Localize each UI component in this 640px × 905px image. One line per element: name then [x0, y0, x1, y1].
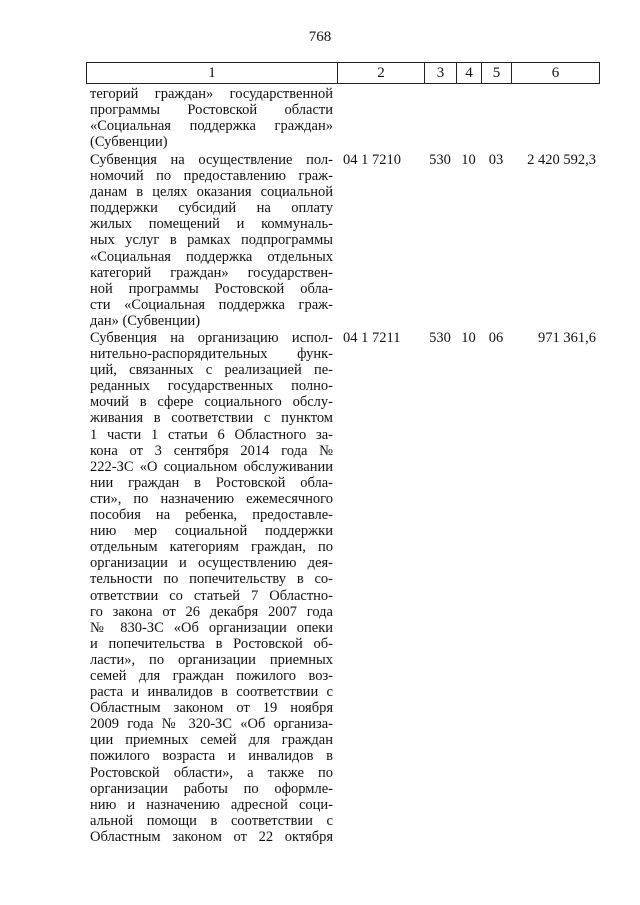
description-line: ответствии со статьей 7 Областно-: [90, 587, 333, 604]
description-line: ций, связанных с реализацией пе-: [90, 362, 333, 379]
description-line: жилых помещений и коммуналь-: [90, 216, 333, 233]
description-line: Областным законом от 19 ноября: [90, 700, 333, 717]
description-line: сти», по назначению ежемесячного: [90, 490, 333, 507]
description-line: альной помощи в соответствии с: [90, 812, 333, 829]
row-pr: 03: [488, 152, 504, 168]
description-line: пособия на ребенка, предоставле-: [90, 507, 333, 524]
description-line: ной программы Ростовской обла-: [90, 280, 333, 297]
row-sum: 971 361,6: [538, 330, 596, 346]
description-line: ных услуг в рамках подпрограммы: [90, 232, 333, 249]
description-line: отдельным категориям граждан, по: [90, 539, 333, 556]
description-line: программы Ростовской области: [90, 102, 333, 119]
row-sum: 2 420 592,3: [527, 152, 596, 168]
header-col-2: 2: [338, 63, 425, 83]
description-line: 222-ЗС «О социальном обслуживании: [90, 458, 333, 475]
description-line: Областным законом от 22 октября: [90, 828, 333, 845]
description-line: Субвенция на организацию испол-: [90, 330, 333, 346]
description-line: тегорий граждан» государственной: [90, 86, 333, 102]
description-line: (Субвенции): [90, 134, 168, 151]
description-line: «Социальная поддержка граждан»: [90, 118, 333, 135]
page-number: 768: [308, 29, 332, 45]
header-col-1: 1: [87, 63, 338, 83]
description-line: нию мер социальной поддержки: [90, 523, 333, 540]
description-line: кона от 3 сентября 2014 года №: [90, 442, 333, 459]
description-line: номочий по предоставлению граж-: [90, 168, 333, 185]
description-line: и попечительства в Ростовской об-: [90, 635, 333, 652]
description-line: раста и инвалидов в соответствии с: [90, 684, 333, 701]
row-description: [90, 330, 333, 845]
description-line: сти «Социальная поддержка граж-: [90, 296, 333, 313]
description-line: ции приемных семей для граждан: [90, 732, 333, 749]
row-description: [90, 86, 333, 150]
description-line: живания в соответствии с пунктом: [90, 410, 333, 427]
description-line: организации работы по оформле-: [90, 780, 333, 797]
description-line: данам в целях оказания социальной: [90, 184, 333, 201]
description-line: реданных государственных полно-: [90, 378, 333, 395]
description-line: дан» (Субвенции): [90, 312, 201, 329]
table-header-row: [86, 62, 600, 84]
row-description: [90, 152, 333, 329]
description-line: поддержки субсидий на оплату: [90, 200, 333, 217]
description-line: категорий граждан» государствен-: [90, 264, 333, 281]
row-pr: 06: [488, 330, 504, 346]
row-rz: 10: [461, 330, 476, 346]
description-line: 2009 года № 320-ЗС «Об организа-: [90, 716, 333, 733]
row-vr: 530: [429, 330, 451, 346]
description-line: мочий в сфере социального обслу-: [90, 394, 333, 411]
description-line: тельности по попечительству в со-: [90, 571, 333, 588]
description-line: нии граждан в Ростовской обла-: [90, 474, 333, 491]
description-line: нию и назначению адресной соци-: [90, 796, 333, 813]
description-line: пожилого возраста и инвалидов в: [90, 748, 333, 765]
description-line: организации и осуществлению дея-: [90, 555, 333, 572]
row-code: 04 1 7210: [343, 152, 401, 168]
description-line: нительно-распорядительных функ-: [90, 346, 333, 363]
description-line: 1 части 1 статьи 6 Областного за-: [90, 426, 333, 443]
description-line: семей для граждан пожилого воз-: [90, 667, 333, 684]
header-col-3: 3: [425, 63, 457, 83]
row-rz: 10: [461, 152, 476, 168]
description-line: Субвенция на осуществление пол-: [90, 152, 333, 168]
description-line: го закона от 26 декабря 2007 года: [90, 603, 333, 620]
description-line: ласти», по организации приемных: [90, 651, 333, 668]
description-line: Ростовской области», а также по: [90, 764, 333, 781]
row-code: 04 1 7211: [343, 330, 401, 346]
header-col-4: 4: [457, 63, 482, 83]
header-col-6: 6: [551, 65, 560, 81]
description-line: «Социальная поддержка отдельных: [90, 248, 333, 265]
header-col-5: 5: [482, 63, 512, 83]
row-vr: 530: [429, 152, 451, 168]
description-line: № 830-ЗС «Об организации опеки: [90, 619, 333, 636]
